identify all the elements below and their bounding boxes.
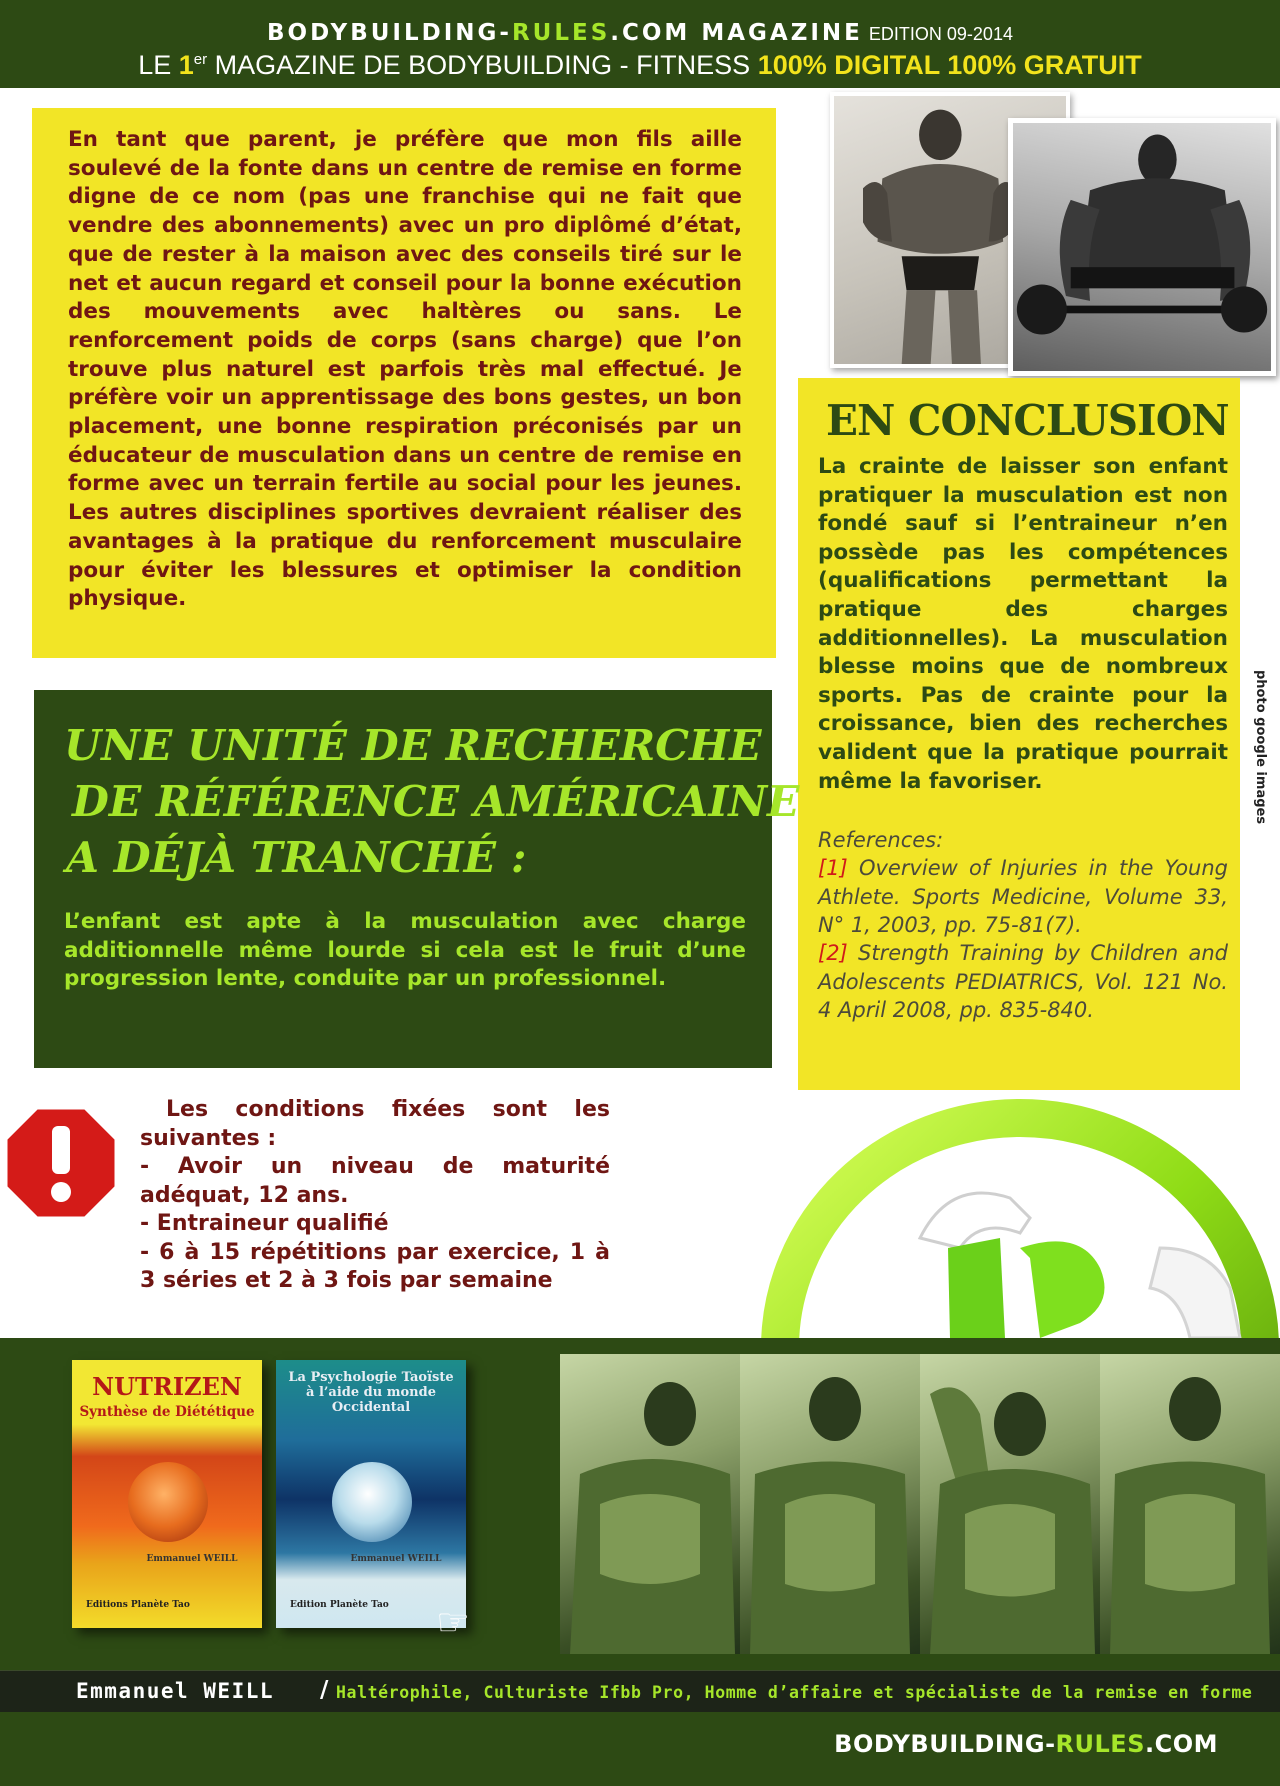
book-cover-psychologie[interactable] — [276, 1360, 466, 1628]
tagline-highlight: 100% DIGITAL 100% GRATUIT — [757, 50, 1142, 80]
book-title: La Psychologie Taoïste à l’aide du monde Occidental — [288, 1370, 454, 1415]
research-text: L’enfant est apte à la musculation avec charge additionnelle même lourde si cela est le fruit d’une progression lente, conduite par un professionnel. — [64, 909, 746, 991]
conditions-intro: Les conditions fixées sont les suivantes : — [140, 1097, 610, 1151]
book-author: Emmanuel WEILL — [350, 1554, 442, 1564]
photo-credit — [1240, 670, 1280, 870]
hand-pointer-icon: ☞ — [436, 1600, 471, 1644]
photo-credit-text: photo google images — [1253, 670, 1268, 825]
bodybuilder-photo — [560, 1354, 740, 1654]
reference-1 — [818, 854, 1228, 939]
conditions-list — [140, 1096, 610, 1296]
bodybuilder-photo — [1100, 1354, 1280, 1654]
condition-item: - Avoir un niveau de maturité adéquat, 12 ans. — [140, 1154, 610, 1208]
site-part2: .COM — [1144, 1730, 1218, 1758]
site-part1: BODYBUILDING- — [834, 1730, 1056, 1758]
tagline-prefix: LE — [138, 50, 179, 80]
tagline-sup: er — [193, 51, 208, 68]
conclusion-text: La crainte de laisser son enfant pratiquer la musculation est non fondé sauf si l’entraineur n’en possède pas les compétences (qualifications permettant la pratique des charges additionnelles). La musculation blesse moins que de nombreux sports. Pas de crainte pour la croissance, bien des recherches valident que la pratique pourrait même la favoriser. — [818, 454, 1228, 794]
research-title-line3: A DÉJÀ TRANCHÉ : — [66, 833, 527, 883]
brand-accent: RULES — [511, 20, 611, 46]
byline-separator: / — [320, 1677, 329, 1703]
promo-band — [0, 1338, 1280, 1670]
conclusion-box — [798, 378, 1240, 1090]
author-description: Haltérophile, Culturiste Ifbb Pro, Homme d’affaire et spécialiste de la remise en forme — [336, 1683, 1253, 1702]
book-subtitle: Synthèse de Diététique — [79, 1404, 255, 1420]
bodybuilder-photo — [740, 1354, 920, 1654]
intro-text: En tant que parent, je préfère que mon fils aille soulevé de la fonte dans un centre de remise en forme digne de ce nom (pas une franchise qui ne fait que vendre des abonnements) avec un pro diplômé d’état, que de rester à la maison avec des conseils tiré sur le net et aucun regard et conseil pour la bonne exécution des mouvements avec haltères ou sans. Le renforcement poids de corps (sans charge) que l’on trouve plus naturel est parfois très mal effectué. Je préfère voir un apprentissage des bons gestes, un bon placement, une bonne respiration préconisés par un éducateur de musculation dans un centre de remise en forme avec un terrain fertile au social pour les jeunes. Les autres disciplines sportives devraient réaliser des avantages à la pratique du renforcement musculaire pour éviter les blessures et optimiser la condition physique. — [68, 127, 742, 612]
site-accent: RULES — [1055, 1730, 1145, 1758]
site-link[interactable] — [834, 1730, 1218, 1758]
book-publisher: Edition Planète Tao — [290, 1600, 389, 1610]
bodybuilder-photo — [920, 1354, 1100, 1654]
book-cover-nutrizen[interactable] — [72, 1360, 262, 1628]
reference-1-text: Overview of Injuries in the Young Athlete. Sports Medicine, Volume 33, N° 1, 2003, pp. 75-81(7). — [818, 856, 1228, 938]
intro-box — [32, 108, 776, 658]
brand-part2: .COM MAGAZINE — [610, 20, 863, 46]
research-title — [64, 718, 799, 886]
tagline-middle: MAGAZINE DE BODYBUILDING - FITNESS — [207, 50, 758, 80]
arnold-curl-photo — [1008, 118, 1276, 376]
conclusion-title: EN CONCLUSION — [826, 396, 1229, 445]
reference-2-text: Strength Training by Children and Adolescents PEDIATRICS, Vol. 121 No. 4 April 2008, pp. 835-840. — [818, 941, 1228, 1022]
brand-part1: BODYBUILDING- — [267, 20, 512, 46]
book-globe-art — [128, 1462, 208, 1542]
references — [808, 826, 1230, 1024]
book-title: NUTRIZEN — [92, 1372, 242, 1401]
condition-item: - Entraineur qualifié — [140, 1211, 389, 1236]
brand-logo-ring — [720, 1098, 1280, 1338]
magazine-footer — [0, 1712, 1280, 1786]
author-byline — [0, 1670, 1280, 1712]
research-title-line1: UNE UNITÉ DE RECHERCHE — [64, 721, 762, 771]
tagline-number: 1 — [178, 50, 194, 80]
book-author: Emmanuel WEILL — [146, 1554, 238, 1564]
reference-2 — [818, 939, 1228, 1024]
reference-2-number: [2] — [818, 941, 848, 966]
book-globe-art — [332, 1462, 412, 1542]
author-name: Emmanuel WEILL — [76, 1679, 275, 1703]
references-label: References: — [818, 828, 944, 853]
magazine-header — [0, 0, 1280, 88]
warning-octagon-icon — [2, 1104, 120, 1222]
book-publisher: Editions Planète Tao — [86, 1600, 190, 1610]
edition-label: EDITION 09-2014 — [868, 24, 1013, 44]
bodybuilder-photo-strip — [560, 1354, 1280, 1654]
magazine-tagline — [0, 50, 1280, 81]
research-box — [34, 690, 800, 1068]
research-title-line2: DE RÉFÉRENCE AMÉRICAINE — [72, 777, 800, 827]
condition-item: - 6 à 15 répétitions par exercice, 1 à 3 séries et 2 à 3 fois par semaine — [140, 1239, 610, 1293]
magazine-brand — [0, 20, 1280, 46]
bodybuilder-photo-collage — [830, 92, 1276, 378]
reference-1-number: [1] — [818, 856, 848, 881]
